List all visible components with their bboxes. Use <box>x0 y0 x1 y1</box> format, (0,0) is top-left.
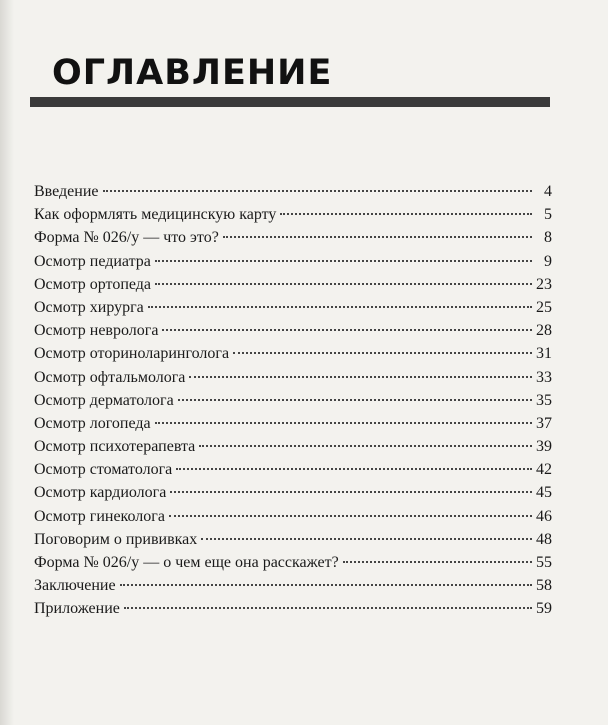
toc-page-number: 46 <box>536 507 552 525</box>
dot-leader <box>199 445 532 447</box>
title-underline-bar <box>30 97 550 107</box>
toc-entry[interactable] <box>34 574 552 597</box>
toc-entry[interactable] <box>34 180 552 203</box>
toc-entry[interactable] <box>34 412 552 435</box>
dot-leader <box>124 607 532 609</box>
toc-entry[interactable] <box>34 226 552 249</box>
toc-entry-label: Осмотр офтальмолога <box>34 368 186 386</box>
toc-page-number: 58 <box>536 577 552 595</box>
toc-entry-label: Осмотр хирурга <box>34 298 144 316</box>
toc-entry[interactable] <box>34 597 552 620</box>
toc-entry-label: Осмотр кардиолога <box>34 484 167 502</box>
dot-leader <box>170 491 532 493</box>
toc-entry[interactable] <box>34 458 552 481</box>
dot-leader <box>201 538 532 540</box>
toc-page-number: 33 <box>536 368 552 386</box>
toc-entry-label: Введение <box>34 183 99 200</box>
dot-leader <box>233 352 532 354</box>
toc-page-number: 42 <box>536 461 552 479</box>
toc-entry[interactable] <box>34 296 552 319</box>
dot-leader <box>148 306 532 308</box>
toc-page-number: 9 <box>544 252 552 270</box>
dot-leader <box>120 584 532 586</box>
page-edge <box>0 0 14 725</box>
toc-entry-label: Как оформлять медицинскую карту <box>34 206 277 224</box>
dot-leader <box>155 260 532 262</box>
toc-entry[interactable] <box>34 203 552 226</box>
dot-leader <box>189 376 532 378</box>
toc-entry-label: Поговорим о прививках <box>34 530 198 548</box>
table-of-contents <box>34 180 552 621</box>
toc-entry[interactable] <box>34 435 552 458</box>
toc-entry-label: Осмотр оториноларинголога <box>34 345 230 363</box>
toc-page-number: 37 <box>536 414 552 432</box>
dot-leader <box>155 283 532 285</box>
toc-entry[interactable] <box>34 250 552 273</box>
dot-leader <box>155 422 532 424</box>
toc-entry-label: Осмотр гинеколога <box>34 507 165 525</box>
toc-page-number: 39 <box>536 438 552 456</box>
toc-page-number: 35 <box>536 391 552 409</box>
toc-entry-label: Осмотр психотерапевта <box>34 438 196 456</box>
dot-leader <box>162 329 532 331</box>
toc-entry[interactable] <box>34 342 552 365</box>
toc-page-number: 23 <box>536 275 552 293</box>
dot-leader <box>343 561 532 563</box>
toc-entry[interactable] <box>34 528 552 551</box>
toc-page-number: 8 <box>544 229 552 247</box>
toc-entry-label: Осмотр педиатра <box>34 252 151 270</box>
toc-page-number: 55 <box>536 554 552 571</box>
dot-leader <box>280 213 532 215</box>
toc-entry-label: Осмотр логопеда <box>34 414 151 432</box>
toc-entry[interactable] <box>34 273 552 296</box>
toc-entry-label: Заключение <box>34 577 116 595</box>
toc-entry-label: Осмотр стоматолога <box>34 461 173 479</box>
page-title: ОГЛАВЛЕНИЕ <box>52 53 333 93</box>
dot-leader <box>103 190 533 192</box>
toc-entry[interactable] <box>34 366 552 389</box>
toc-entry-label: Осмотр невролога <box>34 322 159 340</box>
toc-page-number: 28 <box>536 322 552 340</box>
toc-entry-label: Форма № 026/у — о чем еще она расскажет? <box>34 554 339 571</box>
toc-entry-label: Форма № 026/у — что это? <box>34 229 219 247</box>
toc-page-number: 31 <box>536 345 552 363</box>
toc-entry-label: Осмотр дерматолога <box>34 391 174 409</box>
toc-entry[interactable] <box>34 481 552 504</box>
toc-page-number: 45 <box>536 484 552 502</box>
toc-entry-label: Приложение <box>34 600 120 618</box>
dot-leader <box>223 236 532 238</box>
toc-entry[interactable] <box>34 319 552 342</box>
toc-entry-label: Осмотр ортопеда <box>34 275 152 293</box>
dot-leader <box>176 468 532 470</box>
toc-entry[interactable] <box>34 505 552 528</box>
toc-page-number: 25 <box>536 298 552 316</box>
toc-entry[interactable] <box>34 389 552 412</box>
toc-entry[interactable] <box>34 551 552 574</box>
toc-page-number: 5 <box>544 206 552 224</box>
toc-page-number: 4 <box>544 183 552 200</box>
dot-leader <box>169 515 532 517</box>
toc-page-number: 59 <box>536 600 552 618</box>
toc-page-number: 48 <box>536 530 552 548</box>
dot-leader <box>178 399 532 401</box>
